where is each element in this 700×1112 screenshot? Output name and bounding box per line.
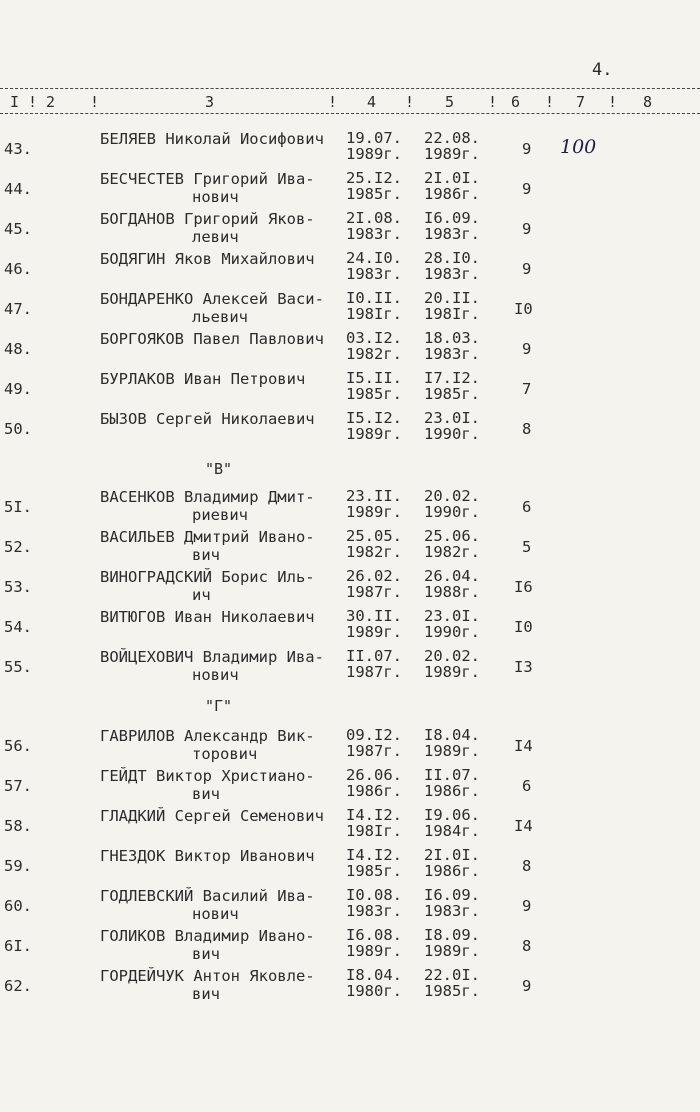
table-row xyxy=(0,330,700,370)
date-start-year: 1989г. xyxy=(346,942,402,960)
date-start-day-month: I8.04. xyxy=(346,966,402,984)
person-name-continuation: вич xyxy=(192,945,220,963)
date-end xyxy=(424,608,480,640)
date-end-year: 1989г. xyxy=(424,942,480,960)
date-end-day-month: 2I.0I. xyxy=(424,846,480,864)
row-number: 62. xyxy=(4,977,32,995)
header-col-5: 5 xyxy=(445,93,455,111)
date-end-year: 1988г. xyxy=(424,583,480,601)
date-start xyxy=(346,250,402,282)
date-end xyxy=(424,330,480,362)
row-number: 52. xyxy=(4,538,32,556)
date-start xyxy=(346,568,402,600)
person-name: БЫЗОВ Сергей Николаевич xyxy=(100,410,315,428)
person-name-continuation: нович xyxy=(192,666,239,684)
person-name-continuation: нович xyxy=(192,188,239,206)
row-number: 45. xyxy=(4,220,32,238)
date-start-day-month: 03.I2. xyxy=(346,329,402,347)
table-row xyxy=(0,847,700,887)
header-col-1: I xyxy=(10,93,20,111)
column-6-value: I0 xyxy=(514,618,533,636)
date-start xyxy=(346,130,402,162)
date-end xyxy=(424,210,480,242)
date-start-year: 1989г. xyxy=(346,425,402,443)
row-number: 56. xyxy=(4,737,32,755)
table-row xyxy=(0,488,700,528)
header-separator: ! xyxy=(608,93,618,111)
person-name-continuation: вич xyxy=(192,985,220,1003)
table-row xyxy=(0,250,700,290)
row-number: 58. xyxy=(4,817,32,835)
person-name: ВАСИЛЬЕВ Дмитрий Ивано- xyxy=(100,528,315,546)
date-end xyxy=(424,967,480,999)
date-start-day-month: II.07. xyxy=(346,647,402,665)
date-start xyxy=(346,927,402,959)
row-number: 43. xyxy=(4,140,32,158)
row-number: 57. xyxy=(4,777,32,795)
date-start-day-month: 19.07. xyxy=(346,129,402,147)
date-end-year: 1986г. xyxy=(424,862,480,880)
date-end-day-month: I6.09. xyxy=(424,886,480,904)
date-start-year: 1989г. xyxy=(346,503,402,521)
date-end-day-month: 20.II. xyxy=(424,289,480,307)
person-name: ГЛАДКИЙ Сергей Семенович xyxy=(100,807,324,825)
column-6-value: 9 xyxy=(522,260,532,278)
date-start-day-month: 2I.08. xyxy=(346,209,402,227)
row-number: 5I. xyxy=(4,498,32,516)
header-separator: ! xyxy=(488,93,498,111)
date-end-year: 1985г. xyxy=(424,982,480,1000)
person-name: ГЕЙДТ Виктор Христиано- xyxy=(100,767,315,785)
table-row xyxy=(0,410,700,450)
table-row xyxy=(0,887,700,927)
date-start-year: 1985г. xyxy=(346,862,402,880)
date-start-year: 1982г. xyxy=(346,543,402,561)
date-end-year: 1983г. xyxy=(424,265,480,283)
header-col-3: 3 xyxy=(205,93,215,111)
date-start xyxy=(346,290,402,322)
date-end xyxy=(424,648,480,680)
table-row xyxy=(0,130,700,170)
header-col-7: 7 xyxy=(576,93,586,111)
date-end-year: 1985г. xyxy=(424,385,480,403)
column-6-value: 9 xyxy=(522,897,532,915)
person-name-continuation: левич xyxy=(192,228,239,246)
person-name: ВАСЕНКОВ Владимир Дмит- xyxy=(100,488,315,506)
person-name-continuation: торович xyxy=(192,745,258,763)
date-end xyxy=(424,767,480,799)
column-6-value: I6 xyxy=(514,578,533,596)
date-end-day-month: 28.I0. xyxy=(424,249,480,267)
row-number: 49. xyxy=(4,380,32,398)
date-end xyxy=(424,568,480,600)
header-separator: ! xyxy=(28,93,38,111)
table-row xyxy=(0,967,700,1007)
row-number: 55. xyxy=(4,658,32,676)
date-end xyxy=(424,727,480,759)
date-end xyxy=(424,290,480,322)
date-start-day-month: I4.I2. xyxy=(346,846,402,864)
row-number: 60. xyxy=(4,897,32,915)
date-end xyxy=(424,488,480,520)
date-end-year: 1989г. xyxy=(424,742,480,760)
date-end xyxy=(424,887,480,919)
date-start xyxy=(346,330,402,362)
table-row xyxy=(0,568,700,608)
date-end-year: 1989г. xyxy=(424,663,480,681)
date-end-day-month: 25.06. xyxy=(424,527,480,545)
row-number: 53. xyxy=(4,578,32,596)
table-row xyxy=(0,767,700,807)
person-name: БОГДАНОВ Григорий Яков- xyxy=(100,210,315,228)
person-name: БОДЯГИН Яков Михайлович xyxy=(100,250,315,268)
row-number: 47. xyxy=(4,300,32,318)
date-start-year: 1987г. xyxy=(346,742,402,760)
date-end-day-month: I8.09. xyxy=(424,926,480,944)
date-start-day-month: I5.I2. xyxy=(346,409,402,427)
date-start-day-month: 25.05. xyxy=(346,527,402,545)
row-number: 46. xyxy=(4,260,32,278)
person-name-continuation: льевич xyxy=(192,308,248,326)
column-6-value: I4 xyxy=(514,817,533,835)
person-name: ГНЕЗДОК Виктор Иванович xyxy=(100,847,315,865)
date-end-year: 1984г. xyxy=(424,822,480,840)
person-name: ГОЛИКОВ Владимир Ивано- xyxy=(100,927,315,945)
table-row xyxy=(0,648,700,688)
date-start-day-month: I0.II. xyxy=(346,289,402,307)
column-6-value: 9 xyxy=(522,340,532,358)
person-name: ВИТЮГОВ Иван Николаевич xyxy=(100,608,315,626)
header-separator: ! xyxy=(545,93,555,111)
header-rule-top xyxy=(0,88,700,89)
column-6-value: 6 xyxy=(522,777,532,795)
date-start-year: 1987г. xyxy=(346,663,402,681)
date-end-year: 1983г. xyxy=(424,902,480,920)
person-name: БЕЛЯЕВ Николай Иосифович xyxy=(100,130,324,148)
date-end xyxy=(424,528,480,560)
column-6-value: 9 xyxy=(522,977,532,995)
date-end-day-month: I6.09. xyxy=(424,209,480,227)
date-end-day-month: I8.04. xyxy=(424,726,480,744)
date-start-day-month: I0.08. xyxy=(346,886,402,904)
date-start-year: 1989г. xyxy=(346,623,402,641)
date-end-year: 198Iг. xyxy=(424,305,480,323)
column-6-value: 9 xyxy=(522,180,532,198)
date-start xyxy=(346,767,402,799)
date-end-day-month: 23.0I. xyxy=(424,409,480,427)
header-rule-bottom xyxy=(0,113,700,114)
date-end xyxy=(424,250,480,282)
column-6-value: 7 xyxy=(522,380,532,398)
column-6-value: 8 xyxy=(522,937,532,955)
date-start-year: 1983г. xyxy=(346,265,402,283)
person-name: ВОЙЦЕХОВИЧ Владимир Ива- xyxy=(100,648,324,666)
date-start-year: 1985г. xyxy=(346,385,402,403)
row-number: 59. xyxy=(4,857,32,875)
date-end-day-month: 2I.0I. xyxy=(424,169,480,187)
row-number: 44. xyxy=(4,180,32,198)
header-col-8: 8 xyxy=(643,93,653,111)
header-separator: ! xyxy=(328,93,338,111)
date-end-year: 1986г. xyxy=(424,185,480,203)
date-end-day-month: I9.06. xyxy=(424,806,480,824)
header-separator: ! xyxy=(405,93,415,111)
date-end-year: 1983г. xyxy=(424,345,480,363)
section-label: "В" xyxy=(205,460,233,478)
date-start xyxy=(346,727,402,759)
date-start-day-month: 23.II. xyxy=(346,487,402,505)
date-end-year: 1990г. xyxy=(424,425,480,443)
date-start-day-month: I4.I2. xyxy=(346,806,402,824)
date-start-day-month: 30.II. xyxy=(346,607,402,625)
table-row xyxy=(0,727,700,767)
date-end-day-month: 18.03. xyxy=(424,329,480,347)
date-start xyxy=(346,528,402,560)
date-end xyxy=(424,807,480,839)
date-end xyxy=(424,130,480,162)
date-end xyxy=(424,927,480,959)
date-start-day-month: 25.I2. xyxy=(346,169,402,187)
table-row xyxy=(0,608,700,648)
date-start-year: 1983г. xyxy=(346,225,402,243)
column-header-row xyxy=(0,93,700,111)
header-col-2: 2 xyxy=(46,93,56,111)
date-end xyxy=(424,410,480,442)
date-end-year: 1982г. xyxy=(424,543,480,561)
date-end-day-month: 20.02. xyxy=(424,647,480,665)
date-start-day-month: I5.II. xyxy=(346,369,402,387)
date-start xyxy=(346,967,402,999)
date-end-year: 1990г. xyxy=(424,623,480,641)
header-separator: ! xyxy=(90,93,100,111)
table-row xyxy=(0,807,700,847)
person-name-continuation: вич xyxy=(192,546,220,564)
date-start-day-month: 26.02. xyxy=(346,567,402,585)
column-6-value: I0 xyxy=(514,300,533,318)
person-name: ГАВРИЛОВ Александр Вик- xyxy=(100,727,315,745)
date-start xyxy=(346,410,402,442)
column-6-value: 9 xyxy=(522,140,532,158)
column-6-value: 9 xyxy=(522,220,532,238)
date-start-day-month: 09.I2. xyxy=(346,726,402,744)
table-row xyxy=(0,528,700,568)
date-end xyxy=(424,170,480,202)
person-name: ГОДЛЕВСКИЙ Василий Ива- xyxy=(100,887,315,905)
section-label: "Г" xyxy=(205,697,233,715)
page-number: 4. xyxy=(592,60,613,80)
date-start xyxy=(346,370,402,402)
date-start xyxy=(346,648,402,680)
column-6-value: 8 xyxy=(522,857,532,875)
date-end xyxy=(424,370,480,402)
date-start-year: 198Iг. xyxy=(346,822,402,840)
person-name: БУРЛАКОВ Иван Петрович xyxy=(100,370,306,388)
date-end-year: 1989г. xyxy=(424,145,480,163)
column-6-value: 8 xyxy=(522,420,532,438)
date-start-year: 1986г. xyxy=(346,782,402,800)
date-start xyxy=(346,887,402,919)
date-start xyxy=(346,170,402,202)
header-col-4: 4 xyxy=(367,93,377,111)
table-row xyxy=(0,290,700,330)
column-6-value: I4 xyxy=(514,737,533,755)
date-end-day-month: 22.0I. xyxy=(424,966,480,984)
person-name-continuation: нович xyxy=(192,905,239,923)
date-end-day-month: 20.02. xyxy=(424,487,480,505)
header-col-6: 6 xyxy=(511,93,521,111)
date-start xyxy=(346,807,402,839)
date-end-day-month: 26.04. xyxy=(424,567,480,585)
date-start xyxy=(346,210,402,242)
row-number: 54. xyxy=(4,618,32,636)
date-end-day-month: II.07. xyxy=(424,766,480,784)
date-end-year: 1990г. xyxy=(424,503,480,521)
table-row xyxy=(0,370,700,410)
date-start-year: 1987г. xyxy=(346,583,402,601)
row-number: 50. xyxy=(4,420,32,438)
table-row xyxy=(0,210,700,250)
date-end-year: 1986г. xyxy=(424,782,480,800)
date-start-day-month: 24.I0. xyxy=(346,249,402,267)
handwritten-note: 100 xyxy=(560,136,597,158)
person-name: ВИНОГРАДСКИЙ Борис Иль- xyxy=(100,568,315,586)
person-name: БОНДАРЕНКО Алексей Васи- xyxy=(100,290,324,308)
person-name: БЕСЧЕСТЕВ Григорий Ива- xyxy=(100,170,315,188)
date-start-year: 1980г. xyxy=(346,982,402,1000)
person-name-continuation: риевич xyxy=(192,506,248,524)
table-row xyxy=(0,170,700,210)
row-number: 6I. xyxy=(4,937,32,955)
date-start-year: 198Iг. xyxy=(346,305,402,323)
date-start xyxy=(346,608,402,640)
person-name: БОРГОЯКОВ Павел Павлович xyxy=(100,330,324,348)
row-number: 48. xyxy=(4,340,32,358)
date-start-year: 1985г. xyxy=(346,185,402,203)
column-6-value: 6 xyxy=(522,498,532,516)
date-start-day-month: 26.06. xyxy=(346,766,402,784)
date-end-year: 1983г. xyxy=(424,225,480,243)
column-6-value: I3 xyxy=(514,658,533,676)
date-start xyxy=(346,847,402,879)
person-name-continuation: вич xyxy=(192,785,220,803)
person-name-continuation: ич xyxy=(192,586,211,604)
date-start-year: 1982г. xyxy=(346,345,402,363)
date-end-day-month: I7.I2. xyxy=(424,369,480,387)
date-start xyxy=(346,488,402,520)
date-end xyxy=(424,847,480,879)
date-start-day-month: I6.08. xyxy=(346,926,402,944)
date-start-year: 1989г. xyxy=(346,145,402,163)
date-end-day-month: 22.08. xyxy=(424,129,480,147)
date-start-year: 1983г. xyxy=(346,902,402,920)
date-end-day-month: 23.0I. xyxy=(424,607,480,625)
person-name: ГОРДЕЙЧУК Антон Яковле- xyxy=(100,967,315,985)
table-row xyxy=(0,927,700,967)
column-6-value: 5 xyxy=(522,538,532,556)
